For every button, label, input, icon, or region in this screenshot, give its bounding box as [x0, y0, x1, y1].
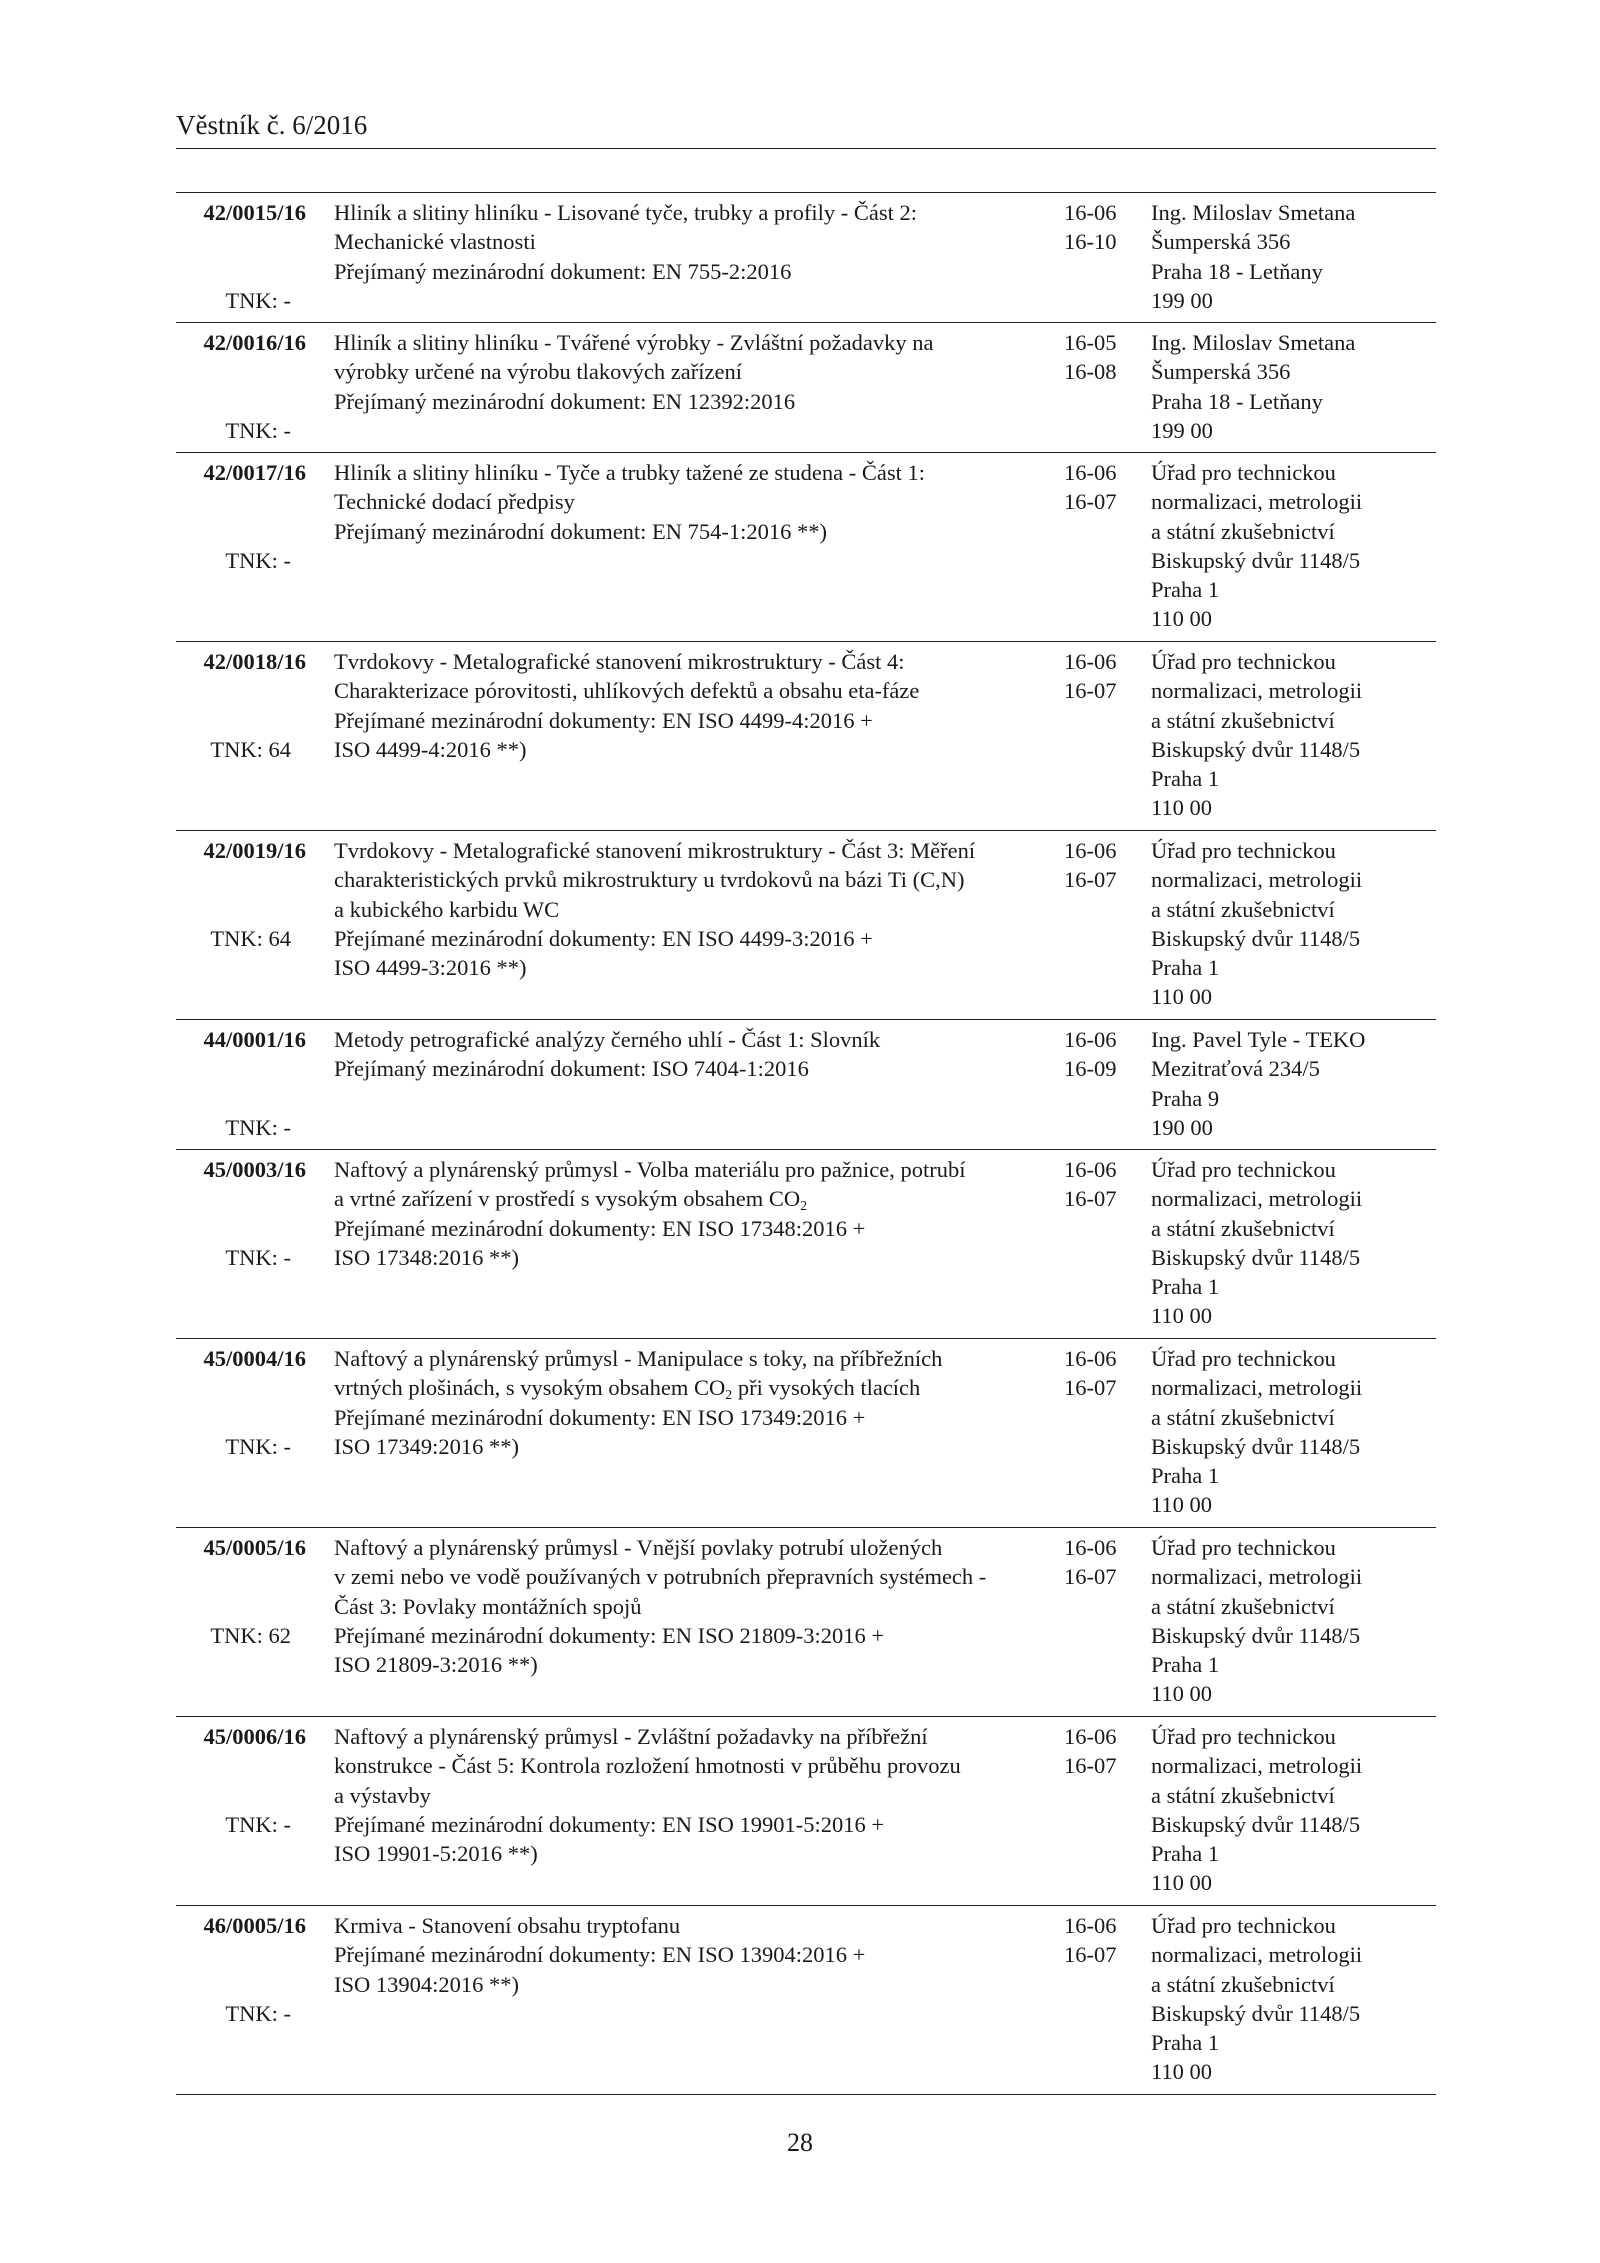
entry-dates: [1064, 198, 1154, 257]
entry-title-line: [334, 1751, 1034, 1780]
entry-title-text: Přejímaný mezinárodní dokument: EN 755-2:2016: [334, 258, 792, 284]
entry-title-text: ISO 4499-4:2016 **): [334, 736, 527, 762]
address-line: Ing. Miloslav Smetana: [1151, 330, 1356, 355]
entry-dates: [1064, 1533, 1154, 1592]
entry-date: 16-06: [1064, 1157, 1117, 1182]
address-line: Ing. Pavel Tyle - TEKO: [1151, 1027, 1366, 1052]
entry-title-line: [334, 1243, 1034, 1272]
entry-number: 45/0004/16: [203, 1346, 306, 1371]
entry-date: 16-07: [1064, 489, 1117, 515]
address-line: Úřad pro technickou: [1151, 838, 1336, 863]
entry-title-line: [334, 227, 1034, 256]
entry-title-line: [334, 1970, 1034, 1999]
address-line: Úřad pro technickou: [1151, 1724, 1336, 1749]
entry-date: 16-06: [1064, 1535, 1117, 1560]
standard-entry: [176, 1149, 1436, 1338]
entry-title-text: v zemi nebo ve vodě používaných v potrubních přepravních systémech -: [334, 1564, 987, 1590]
entry-title-text: Přejímané mezinárodní dokumenty: EN ISO 4499-4:2016 +: [334, 707, 873, 733]
page-number: 28: [787, 2128, 813, 2157]
entry-title-line: [334, 1839, 1034, 1868]
entry-number: 44/0001/16: [203, 1027, 306, 1052]
address-line: Biskupský dvůr 1148/5: [1151, 547, 1361, 573]
entry-title: [334, 1533, 1034, 1709]
standard-entry: [176, 641, 1436, 830]
entry-title-line: [334, 487, 1034, 516]
entry-title-line: [334, 1940, 1034, 1969]
entry-title-line: [334, 1025, 1034, 1054]
standard-entry: [176, 1338, 1436, 1527]
entry-title-line: [334, 735, 1034, 764]
entry-title-text: a kubického karbidu WC: [334, 896, 560, 922]
entry-title-text: ISO 13904:2016 **): [334, 1971, 519, 1997]
address-line: normalizaci, metrologii: [1151, 1942, 1363, 1968]
entry-title-line: [334, 458, 1034, 487]
entry-title-line: [334, 1562, 1034, 1591]
entry-title-line: [334, 1650, 1034, 1679]
entry-title-line: [334, 1373, 1034, 1402]
entry-title-line: [334, 1432, 1034, 1461]
entry-title-line: [334, 1184, 1034, 1213]
address-line: Biskupský dvůr 1148/5: [1151, 925, 1361, 951]
entry-title-line: [334, 1911, 1034, 1940]
address-line: Biskupský dvůr 1148/5: [1151, 2000, 1361, 2026]
entry-tnk: TNK: -: [225, 547, 291, 573]
entry-title-text: ISO 19901-5:2016 **): [334, 1841, 538, 1867]
standards-list: [176, 192, 1436, 2095]
entry-title-text: Naftový a plynárenský průmysl - Volba materiálu pro pažnice, potrubí: [334, 1157, 966, 1182]
address-line: Šumperská 356: [1151, 229, 1291, 255]
address-line: 110 00: [1151, 2059, 1213, 2085]
standard-entry: [176, 192, 1436, 322]
entry-title-text: Část 3: Povlaky montážních spojů: [334, 1593, 642, 1619]
standard-entry: [176, 1905, 1436, 2095]
standard-entry: [176, 1716, 1436, 1905]
address-line: Šumperská 356: [1151, 359, 1291, 385]
address-line: 199 00: [1151, 417, 1213, 443]
address-line: Biskupský dvůr 1148/5: [1151, 1811, 1361, 1837]
entry-title-text: výrobky určené na výrobu tlakových zařízení: [334, 359, 742, 385]
entry-title-text: Přejímané mezinárodní dokumenty: EN ISO 13904:2016 +: [334, 1942, 866, 1968]
entry-title-text: a výstavby: [334, 1782, 431, 1808]
address-line: Mezitraťová 234/5: [1151, 1056, 1320, 1082]
address-line: Praha 1: [1151, 577, 1220, 603]
address-line: Praha 1: [1151, 1463, 1220, 1489]
entry-title-text: Přejímané mezinárodní dokumenty: EN ISO 17348:2016 +: [334, 1215, 866, 1241]
address-line: 110 00: [1151, 1492, 1213, 1518]
entry-date: 16-08: [1064, 359, 1117, 385]
address-line: Praha 1: [1151, 955, 1220, 981]
entry-title: [334, 1722, 1034, 1898]
entry-date: 16-07: [1064, 1564, 1117, 1590]
entry-title-text: Hliník a slitiny hliníku - Tvářené výrobky - Zvláštní požadavky na: [334, 330, 934, 355]
entry-contact-address: [1151, 198, 1436, 315]
entry-title-text: ISO 17349:2016 **): [334, 1433, 519, 1459]
entry-title-text: Přejímaný mezinárodní dokument: ISO 7404-1:2016: [334, 1056, 809, 1082]
page-header: [176, 110, 1436, 149]
entry-title-text: Naftový a plynárenský průmysl - Zvláštní požadavky na příbřežní: [334, 1724, 928, 1749]
entry-title-line: [334, 706, 1034, 735]
address-line: a státní zkušebnictví: [1151, 518, 1335, 544]
entry-date: 16-06: [1064, 1027, 1117, 1052]
entry-title-line: [334, 1810, 1034, 1839]
entry-title: [334, 1911, 1034, 2087]
address-line: Úřad pro technickou: [1151, 1346, 1336, 1371]
entry-number: 42/0015/16: [203, 200, 306, 225]
address-line: normalizaci, metrologii: [1151, 678, 1363, 704]
entry-dates: [1064, 1722, 1154, 1781]
entry-dates: [1064, 1155, 1154, 1214]
entry-title-text: Krmiva - Stanovení obsahu tryptofanu: [334, 1913, 681, 1938]
entry-title-text: konstrukce - Část 5: Kontrola rozložení hmotnosti v průběhu provozu: [334, 1753, 961, 1779]
entry-contact-address: [1151, 1344, 1436, 1520]
standard-entry: [176, 1527, 1436, 1716]
entry-title-line: [334, 1214, 1034, 1243]
entry-title-text: při vysokých tlacích: [732, 1375, 921, 1401]
entry-number: 42/0019/16: [203, 838, 306, 863]
entry-title-text: Přejímaný mezinárodní dokument: EN 754-1:2016 **): [334, 518, 828, 544]
address-line: 110 00: [1151, 1303, 1213, 1329]
entry-dates: [1064, 836, 1154, 895]
entry-title-text: Přejímaný mezinárodní dokument: EN 12392:2016: [334, 388, 796, 414]
standard-entry: [176, 322, 1436, 452]
entry-date: 16-06: [1064, 1724, 1117, 1749]
entry-tnk: TNK: 62: [210, 1622, 291, 1648]
address-line: normalizaci, metrologii: [1151, 1375, 1363, 1401]
entry-title-line: [334, 1781, 1034, 1810]
entry-title-line: [334, 953, 1034, 982]
address-line: 110 00: [1151, 795, 1213, 821]
entry-number: 45/0006/16: [203, 1724, 306, 1749]
address-line: normalizaci, metrologii: [1151, 489, 1363, 515]
entry-title-text: Technické dodací předpisy: [334, 489, 575, 515]
entry-date: 16-10: [1064, 229, 1117, 255]
entry-tnk: TNK: -: [225, 2000, 291, 2026]
entry-number: 42/0016/16: [203, 330, 306, 355]
entry-title-line: [334, 328, 1034, 357]
entry-title-line: [334, 1533, 1034, 1562]
subscript-text: 2: [725, 1388, 733, 1404]
entry-dates: [1064, 1025, 1154, 1084]
entry-title-text: charakteristických prvků mikrostruktury u tvrdokovů na bázi Ti (C,N): [334, 867, 965, 893]
entry-title: [334, 328, 1034, 445]
standard-entry: [176, 452, 1436, 641]
entry-title-line: [334, 676, 1034, 705]
entry-title-text: Přejímané mezinárodní dokumenty: EN ISO 21809-3:2016 +: [334, 1622, 885, 1648]
entry-tnk: TNK: -: [225, 417, 291, 443]
entry-number: 46/0005/16: [203, 1913, 306, 1938]
address-line: Ing. Miloslav Smetana: [1151, 200, 1356, 225]
entry-title-text: ISO 4499-3:2016 **): [334, 955, 527, 981]
address-line: a státní zkušebnictví: [1151, 1971, 1335, 1997]
entry-title: [334, 647, 1034, 823]
entry-date: 16-07: [1064, 1753, 1117, 1779]
entry-title-text: Tvrdokovy - Metalografické stanovení mikrostruktury - Část 3: Měření: [334, 838, 976, 863]
entry-contact-address: [1151, 836, 1436, 1012]
address-line: Praha 18 - Letňany: [1151, 258, 1323, 284]
entry-tnk: TNK: -: [225, 1811, 291, 1837]
address-line: 110 00: [1151, 1870, 1213, 1896]
address-line: Úřad pro technickou: [1151, 1535, 1336, 1560]
entry-title-text: Metody petrografické analýzy černého uhlí - Část 1: Slovník: [334, 1027, 881, 1052]
entry-contact-address: [1151, 1911, 1436, 2087]
address-line: Biskupský dvůr 1148/5: [1151, 736, 1361, 762]
address-line: normalizaci, metrologii: [1151, 1564, 1363, 1590]
entry-dates: [1064, 1344, 1154, 1403]
address-line: 110 00: [1151, 606, 1213, 632]
address-line: Biskupský dvůr 1148/5: [1151, 1622, 1361, 1648]
entry-title-line: [334, 865, 1034, 894]
entry-title-line: [334, 1621, 1034, 1650]
entry-contact-address: [1151, 647, 1436, 823]
address-line: Úřad pro technickou: [1151, 1157, 1336, 1182]
entry-tnk: TNK: -: [225, 1114, 291, 1140]
entry-title-line: [334, 517, 1034, 546]
address-line: Úřad pro technickou: [1151, 649, 1336, 674]
address-line: Úřad pro technickou: [1151, 460, 1336, 485]
entry-title-line: [334, 836, 1034, 865]
entry-date: 16-06: [1064, 838, 1117, 863]
address-line: 110 00: [1151, 1681, 1213, 1707]
entry-title-text: Přejímané mezinárodní dokumenty: EN ISO 17349:2016 +: [334, 1404, 866, 1430]
entry-contact-address: [1151, 1025, 1436, 1142]
entry-number: 45/0003/16: [203, 1157, 306, 1182]
entry-title: [334, 1155, 1034, 1331]
entry-title: [334, 198, 1034, 315]
address-line: Praha 1: [1151, 1274, 1220, 1300]
entry-title-text: a vrtné zařízení v prostředí s vysokým obsahem CO: [334, 1186, 801, 1212]
address-line: normalizaci, metrologii: [1151, 867, 1363, 893]
entry-tnk: TNK: -: [225, 1433, 291, 1459]
address-line: Úřad pro technickou: [1151, 1913, 1336, 1938]
entry-contact-address: [1151, 328, 1436, 445]
entry-title-text: Naftový a plynárenský průmysl - Vnější povlaky potrubí uložených: [334, 1535, 943, 1560]
entry-number: 42/0018/16: [203, 649, 306, 674]
entry-date: 16-07: [1064, 867, 1117, 893]
address-line: Praha 1: [1151, 1652, 1220, 1678]
address-line: normalizaci, metrologii: [1151, 1186, 1363, 1212]
entry-title-line: [334, 1592, 1034, 1621]
entry-dates: [1064, 458, 1154, 517]
entry-title-text: Přejímané mezinárodní dokumenty: EN ISO 4499-3:2016 +: [334, 925, 873, 951]
entry-date: 16-06: [1064, 1913, 1117, 1938]
address-line: Praha 1: [1151, 766, 1220, 792]
address-line: Biskupský dvůr 1148/5: [1151, 1244, 1361, 1270]
entry-title-text: vrtných plošinách, s vysokým obsahem CO: [334, 1375, 726, 1401]
entry-title-line: [334, 387, 1034, 416]
entry-title-line: [334, 895, 1034, 924]
entry-title-text: Mechanické vlastnosti: [334, 229, 536, 255]
entry-title-text: Hliník a slitiny hliníku - Lisované tyče, trubky a profily - Část 2:: [334, 200, 918, 225]
entry-title-line: [334, 198, 1034, 227]
standard-entry: [176, 1019, 1436, 1149]
address-line: 199 00: [1151, 287, 1213, 313]
entry-title-text: Hliník a slitiny hliníku - Tyče a trubky tažené ze studena - Část 1:: [334, 460, 925, 485]
subscript-text: 2: [800, 1199, 808, 1215]
entry-title-text: Naftový a plynárenský průmysl - Manipulace s toky, na příbřežních: [334, 1346, 943, 1371]
entry-date: 16-06: [1064, 649, 1117, 674]
address-line: 190 00: [1151, 1114, 1213, 1140]
address-line: a státní zkušebnictví: [1151, 707, 1335, 733]
address-line: a státní zkušebnictví: [1151, 1215, 1335, 1241]
address-line: normalizaci, metrologii: [1151, 1753, 1363, 1779]
entry-title-text: ISO 17348:2016 **): [334, 1244, 519, 1270]
entry-title-line: [334, 924, 1034, 953]
entry-title-text: ISO 21809-3:2016 **): [334, 1652, 538, 1678]
entry-date: 16-06: [1064, 460, 1117, 485]
entry-tnk: TNK: -: [225, 287, 291, 313]
entry-title: [334, 1025, 1034, 1142]
address-line: a státní zkušebnictví: [1151, 896, 1335, 922]
entry-title-line: [334, 1722, 1034, 1751]
address-line: a státní zkušebnictví: [1151, 1593, 1335, 1619]
entry-title-text: Tvrdokovy - Metalografické stanovení mikrostruktury - Část 4:: [334, 649, 905, 674]
entry-title: [334, 836, 1034, 1012]
entry-title: [334, 1344, 1034, 1520]
entry-dates: [1064, 328, 1154, 387]
entry-title-text: Charakterizace pórovitosti, uhlíkových defektů a obsahu eta-fáze: [334, 678, 920, 704]
entry-contact-address: [1151, 1722, 1436, 1898]
entry-date: 16-07: [1064, 1942, 1117, 1968]
entry-date: 16-05: [1064, 330, 1117, 355]
entry-tnk: TNK: 64: [210, 925, 291, 951]
entry-title-line: [334, 1155, 1034, 1184]
entry-title-line: [334, 357, 1034, 386]
address-line: Praha 1: [1151, 1841, 1220, 1867]
entry-date: 16-09: [1064, 1056, 1117, 1082]
address-line: a státní zkušebnictví: [1151, 1782, 1335, 1808]
standard-entry: [176, 830, 1436, 1019]
entry-number: 45/0005/16: [203, 1535, 306, 1560]
entry-title-line: [334, 1344, 1034, 1373]
address-line: Praha 9: [1151, 1085, 1220, 1111]
entry-tnk: TNK: 64: [210, 736, 291, 762]
entry-contact-address: [1151, 458, 1436, 634]
address-line: 110 00: [1151, 984, 1213, 1010]
entry-title-line: [334, 1403, 1034, 1432]
entry-tnk: TNK: -: [225, 1244, 291, 1270]
entry-title: [334, 458, 1034, 634]
entry-date: 16-06: [1064, 200, 1117, 225]
address-line: Praha 1: [1151, 2030, 1220, 2056]
entry-date: 16-07: [1064, 678, 1117, 704]
journal-title: Věstník č. 6/2016: [176, 110, 368, 140]
entry-date: 16-07: [1064, 1375, 1117, 1401]
address-line: Praha 18 - Letňany: [1151, 388, 1323, 414]
entry-date: 16-07: [1064, 1186, 1117, 1212]
entry-title-line: [334, 257, 1034, 286]
entry-contact-address: [1151, 1155, 1436, 1331]
entry-contact-address: [1151, 1533, 1436, 1709]
entry-title-line: [334, 647, 1034, 676]
entry-title-line: [334, 1054, 1034, 1083]
address-line: Biskupský dvůr 1148/5: [1151, 1433, 1361, 1459]
entry-date: 16-06: [1064, 1346, 1117, 1371]
entry-title-text: Přejímané mezinárodní dokumenty: EN ISO 19901-5:2016 +: [334, 1811, 885, 1837]
address-line: a státní zkušebnictví: [1151, 1404, 1335, 1430]
entry-number: 42/0017/16: [203, 460, 306, 485]
entry-dates: [1064, 647, 1154, 706]
entry-dates: [1064, 1911, 1154, 1970]
